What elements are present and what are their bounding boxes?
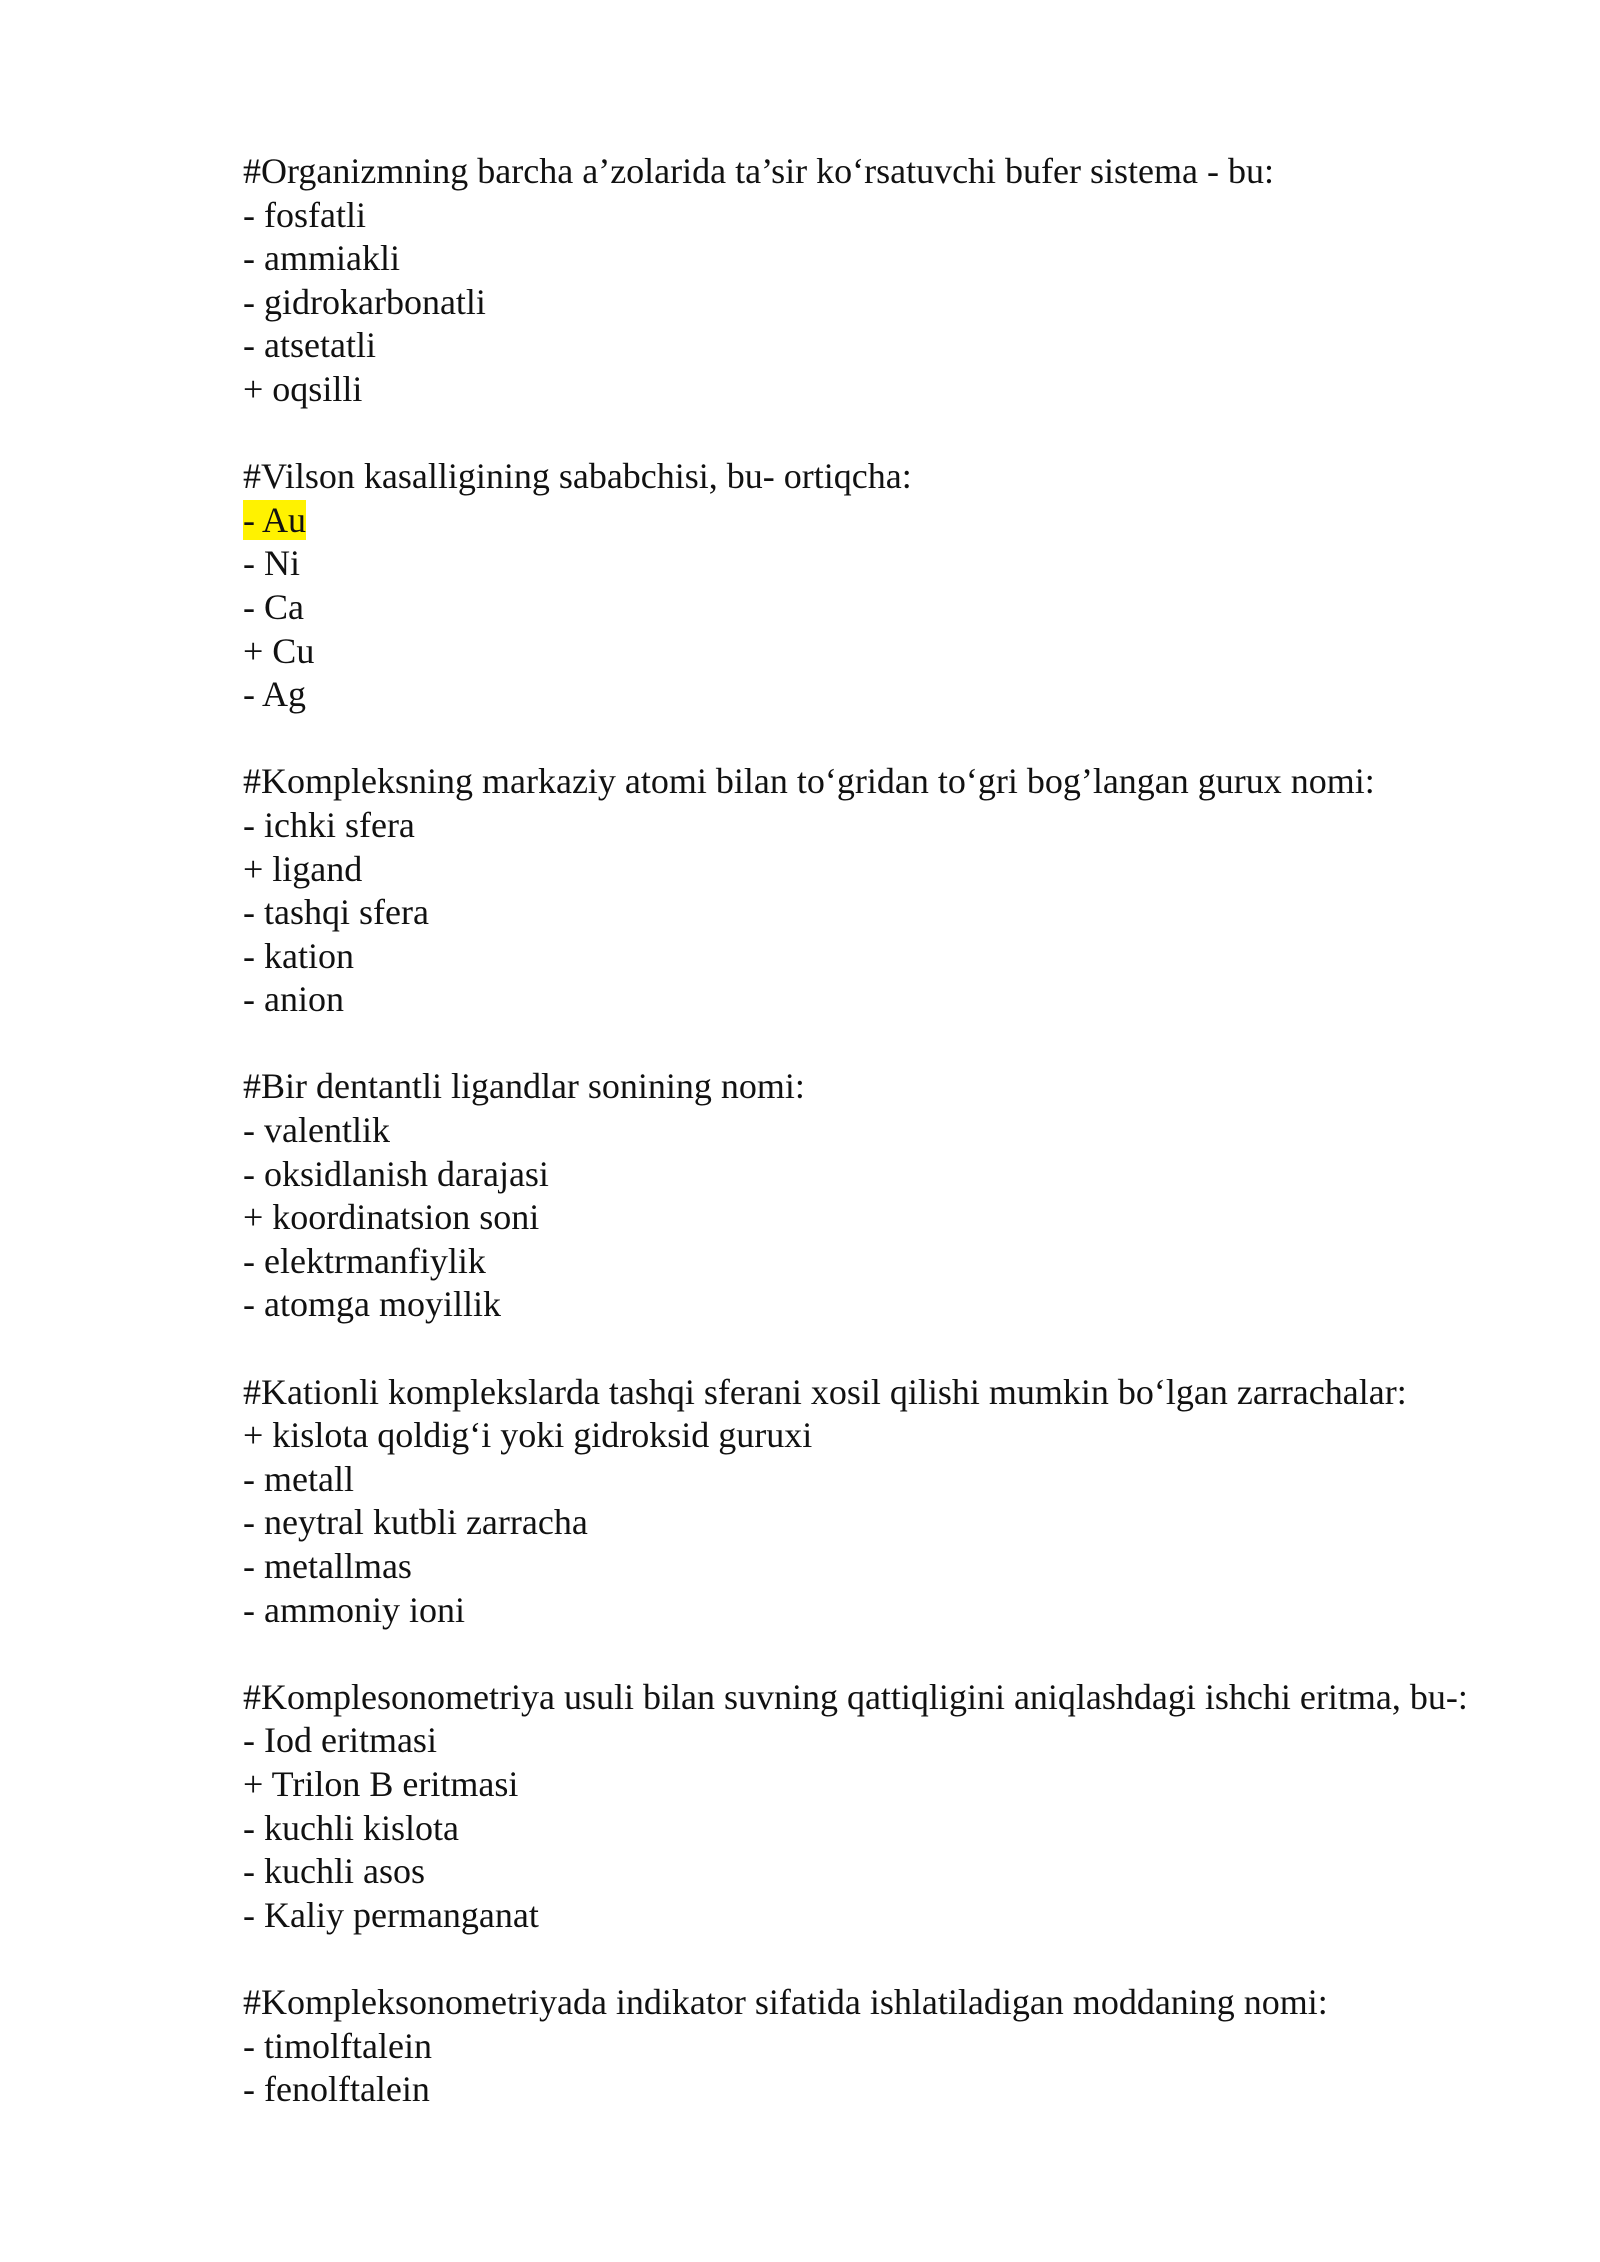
question-text: #Komplesonometriya usuli bilan suvning qattiqligini aniqlashdagi ishchi eritma, bu-: — [243, 1676, 1468, 1717]
answer-option-correct: + kislota qoldig‘i yoki gidroksid guruxi — [243, 1415, 813, 1456]
question-block — [243, 1981, 1563, 2112]
answer-option: - kation — [243, 935, 354, 976]
answer-option-correct: + oqsilli — [243, 368, 363, 409]
answer-option: - atomga moyillik — [243, 1284, 501, 1325]
answer-option: - tashqi sfera — [243, 892, 429, 933]
answer-option: - ammiakli — [243, 238, 400, 279]
answer-option: - oksidlanish darajasi — [243, 1153, 549, 1194]
answer-option: - fenolftalein — [243, 2069, 430, 2110]
question-text: #Kompleksonometriyada indikator sifatida ishlatiladigan moddaning nomi: — [243, 1981, 1328, 2022]
answer-option: - Ca — [243, 586, 304, 627]
question-block — [243, 1065, 1563, 1327]
question-text: #Bir dentantli ligandlar sonining nomi: — [243, 1066, 805, 1107]
answer-option-correct: + Trilon B eritmasi — [243, 1763, 519, 1804]
question-block — [243, 455, 1563, 717]
question-block — [243, 150, 1563, 412]
answer-option: - Ag — [243, 674, 306, 715]
answer-option: - Kaliy permanganat — [243, 1894, 539, 1935]
answer-option: - gidrokarbonatli — [243, 281, 486, 322]
answer-option: - neytral kutbli zarracha — [243, 1502, 588, 1543]
question-block — [243, 1676, 1563, 1938]
document-content — [243, 150, 1563, 2155]
question-text: #Vilson kasalligining sababchisi, bu- ortiqcha: — [243, 456, 912, 497]
answer-option: - Iod eritmasi — [243, 1720, 437, 1761]
answer-option: - kuchli kislota — [243, 1807, 459, 1848]
answer-option: - Ni — [243, 543, 300, 584]
answer-option: - metall — [243, 1458, 354, 1499]
answer-option: - atsetatli — [243, 325, 376, 366]
answer-option-correct: + ligand — [243, 848, 363, 889]
answer-option: - anion — [243, 979, 344, 1020]
answer-option: - metallmas — [243, 1546, 412, 1586]
question-text: #Kationli komplekslarda tashqi sferani xosil qilishi mumkin bo‘lgan zarrachalar: — [243, 1371, 1407, 1412]
answer-option-correct: + Cu — [243, 630, 315, 671]
question-text: #Organizmning barcha a’zolarida ta’sir ko‘rsatuvchi bufer sistema - bu: — [243, 151, 1274, 191]
answer-option: - timolftalein — [243, 2025, 432, 2066]
answer-option: - kuchli asos — [243, 1851, 425, 1892]
answer-option: - ammoniy ioni — [243, 1589, 465, 1630]
question-block — [243, 760, 1563, 1022]
answer-option: - fosfatli — [243, 194, 366, 235]
question-block — [243, 1371, 1563, 1633]
answer-option: - valentlik — [243, 1110, 390, 1151]
answer-option-correct: + koordinatsion soni — [243, 1197, 540, 1238]
question-text: #Kompleksning markaziy atomi bilan to‘gridan to‘gri bog’langan gurux nomi: — [243, 761, 1375, 802]
answer-option: - elektrmanfiylik — [243, 1240, 486, 1281]
highlighted-answer-option: - Au — [243, 499, 306, 540]
answer-option-wrapper — [243, 499, 1563, 543]
answer-option: - ichki sfera — [243, 804, 415, 845]
